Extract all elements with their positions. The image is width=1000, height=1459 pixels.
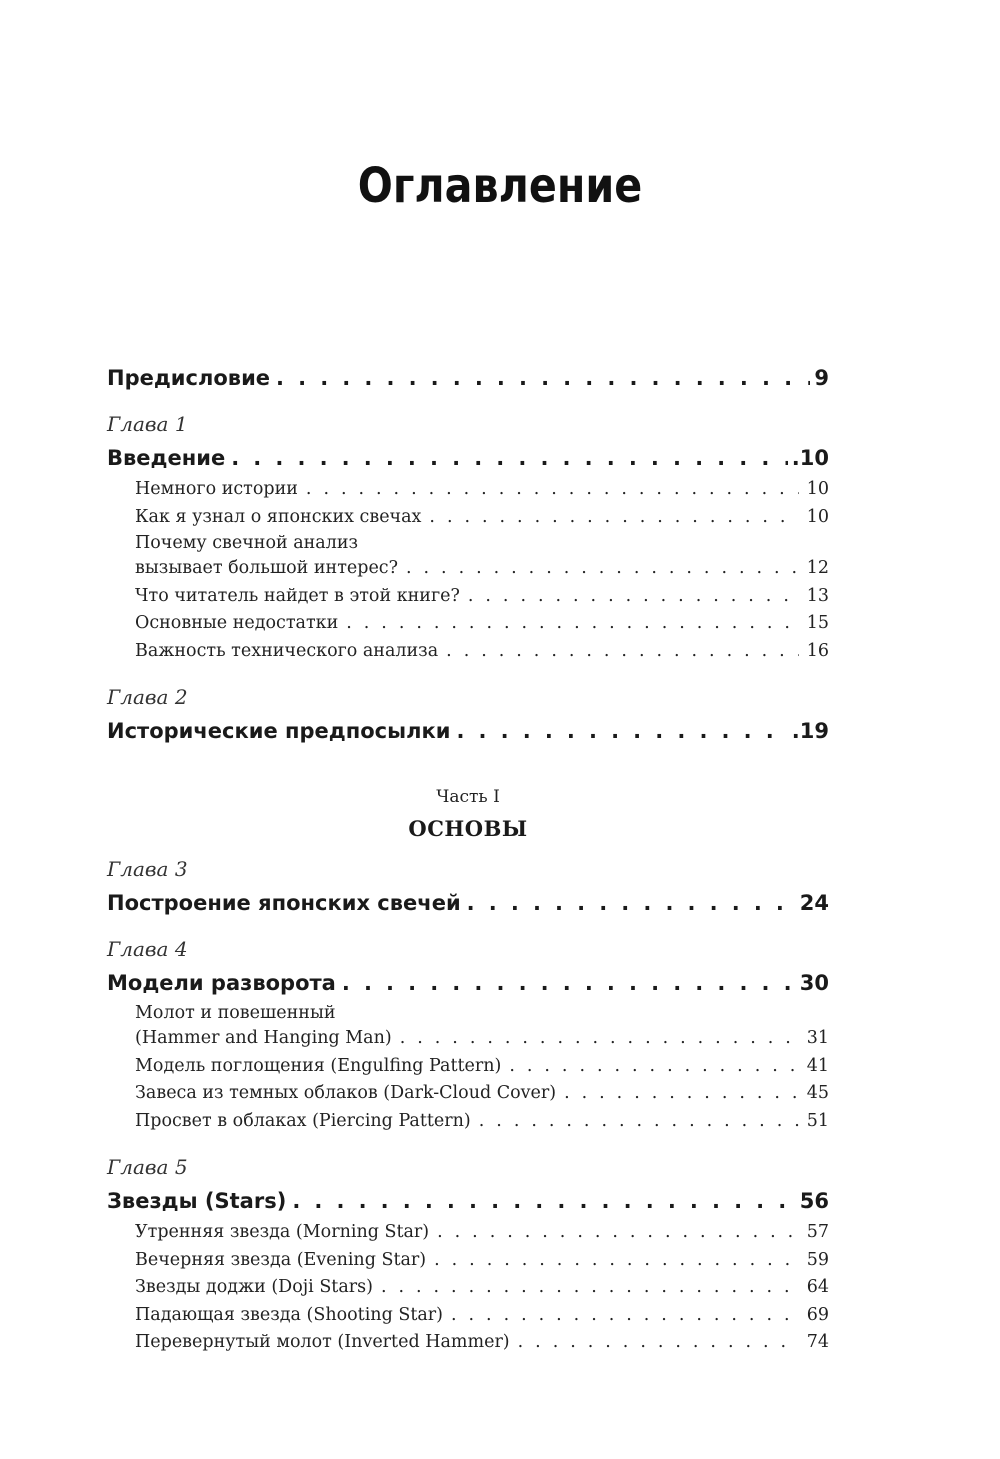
dot-leader	[286, 1183, 795, 1219]
toc-page-number: 59	[806, 1249, 829, 1270]
toc-subentry-label: (Hammer and Hanging Man)	[135, 1028, 392, 1048]
part-label: Часть I	[436, 787, 500, 807]
toc-subentry-label: Утренняя звезда (Morning Star)	[135, 1222, 430, 1242]
dot-leader	[450, 713, 787, 749]
toc-page-number: 45	[806, 1083, 829, 1103]
toc-page-number: 24	[799, 891, 829, 915]
dot-leader	[270, 360, 810, 396]
toc-page-number: 12	[806, 558, 829, 578]
dot-leader	[225, 440, 788, 476]
toc-subentry-line1: Молот и повешенный	[135, 1003, 336, 1023]
chapter-label: Глава 2	[107, 685, 188, 709]
toc-subentry[interactable]	[107, 1329, 829, 1357]
part-title: ОСНОВЫ	[408, 816, 528, 841]
dot-leader	[421, 504, 798, 532]
toc-subentry-label: Как я узнал о японских свечах	[135, 506, 422, 527]
toc-subentry[interactable]	[107, 610, 829, 638]
toc-page-number: .19	[791, 719, 829, 743]
toc-subentry-label: Модель поглощения (Engulfing Pattern)	[135, 1055, 502, 1076]
toc-page-number: 51	[806, 1110, 829, 1131]
chapter-label: Глава 3	[107, 857, 188, 881]
toc-subentry-label: Важность технического анализа	[135, 640, 439, 661]
toc-subentry-label: Основные недостатки	[135, 613, 339, 633]
toc-page-number: 64	[806, 1277, 829, 1297]
toc-page-number: 16	[806, 640, 829, 661]
toc-entry-label: Звезды (Stars)	[107, 1189, 287, 1213]
toc-subentry[interactable]	[107, 1302, 829, 1330]
toc-entry-label: Исторические предпосылки	[107, 719, 451, 743]
toc-subentry[interactable]	[107, 1025, 829, 1053]
toc-subentry-label: Просвет в облаках (Piercing Pattern)	[135, 1110, 471, 1131]
table-of-contents	[107, 360, 829, 1357]
dot-leader	[510, 1329, 799, 1357]
toc-page-number: 41	[806, 1055, 829, 1076]
toc-subentry[interactable]	[107, 583, 829, 611]
toc-subentry-label: Что читатель найдет в этой книге?	[135, 585, 460, 606]
toc-subentry[interactable]	[107, 638, 829, 666]
dot-leader	[392, 1025, 799, 1053]
toc-page-number: 13	[806, 585, 829, 606]
dot-leader	[338, 610, 798, 638]
dot-leader	[460, 583, 799, 611]
toc-page-number: 56	[799, 1189, 829, 1213]
toc-entry-label: Введение	[107, 446, 226, 470]
dot-leader	[461, 885, 796, 921]
dot-leader	[443, 1302, 799, 1330]
toc-entry-chapter-3[interactable]	[107, 885, 829, 921]
dot-leader	[501, 1053, 798, 1081]
toc-subentry[interactable]	[107, 1274, 829, 1302]
toc-entry-label: Модели разворота	[107, 971, 336, 995]
dot-leader	[556, 1080, 799, 1108]
toc-page-number: .10	[791, 446, 829, 470]
toc-page-number: 74	[806, 1332, 829, 1352]
dot-leader	[426, 1247, 799, 1275]
dot-leader	[471, 1108, 799, 1136]
dot-leader	[336, 965, 796, 1001]
toc-subentry-label: вызывает большой интерес?	[135, 558, 398, 578]
dot-leader	[429, 1219, 799, 1247]
toc-subentry-label: Немного истории	[135, 479, 298, 499]
toc-subentry[interactable]	[107, 1108, 829, 1136]
toc-entry-label: Предисловие	[107, 366, 271, 390]
toc-subentry[interactable]	[107, 476, 829, 504]
toc-entry-chapter-1[interactable]	[107, 440, 829, 476]
dot-leader	[298, 476, 799, 504]
toc-subentry[interactable]	[107, 504, 829, 532]
toc-entry-preface[interactable]	[107, 360, 829, 396]
toc-entry-label: Построение японских свечей	[107, 891, 461, 915]
toc-subentry[interactable]	[107, 1053, 829, 1081]
dot-leader	[373, 1274, 799, 1302]
toc-entry-chapter-5[interactable]	[107, 1183, 829, 1219]
toc-entry-chapter-4[interactable]	[107, 965, 829, 1001]
toc-subentry[interactable]	[107, 1219, 829, 1247]
toc-page-number: 69	[806, 1304, 829, 1325]
chapter-label: Глава 5	[107, 1155, 188, 1179]
toc-page-number: 10	[806, 506, 829, 527]
toc-subentry-label: Завеса из темных облаков (Dark-Cloud Cover)	[135, 1083, 557, 1103]
toc-subentry-label: Перевернутый молот (Inverted Hammer)	[135, 1332, 510, 1352]
dot-leader	[398, 555, 799, 583]
page-title: Оглавление	[357, 158, 643, 214]
toc-subentry-label: Падающая звезда (Shooting Star)	[135, 1304, 443, 1325]
toc-page-number: 9	[814, 366, 829, 390]
toc-subentry[interactable]	[107, 1080, 829, 1108]
toc-entry-chapter-2[interactable]	[107, 713, 829, 749]
toc-subentry[interactable]	[107, 555, 829, 583]
toc-subentry-label: Вечерняя звезда (Evening Star)	[135, 1249, 427, 1270]
toc-subentry[interactable]	[107, 1247, 829, 1275]
toc-page-number: 10	[806, 479, 829, 499]
toc-subentry-label: Звезды доджи (Doji Stars)	[135, 1277, 373, 1297]
toc-page-number: 30	[799, 971, 829, 995]
toc-page-number: 31	[806, 1028, 829, 1048]
chapter-label: Глава 1	[107, 412, 188, 436]
toc-page-number: 57	[806, 1222, 829, 1242]
toc-subentry-line1: Почему свечной анализ	[135, 533, 359, 553]
toc-page-number: 15	[806, 613, 829, 633]
dot-leader	[438, 638, 799, 666]
chapter-label: Глава 4	[107, 937, 188, 961]
